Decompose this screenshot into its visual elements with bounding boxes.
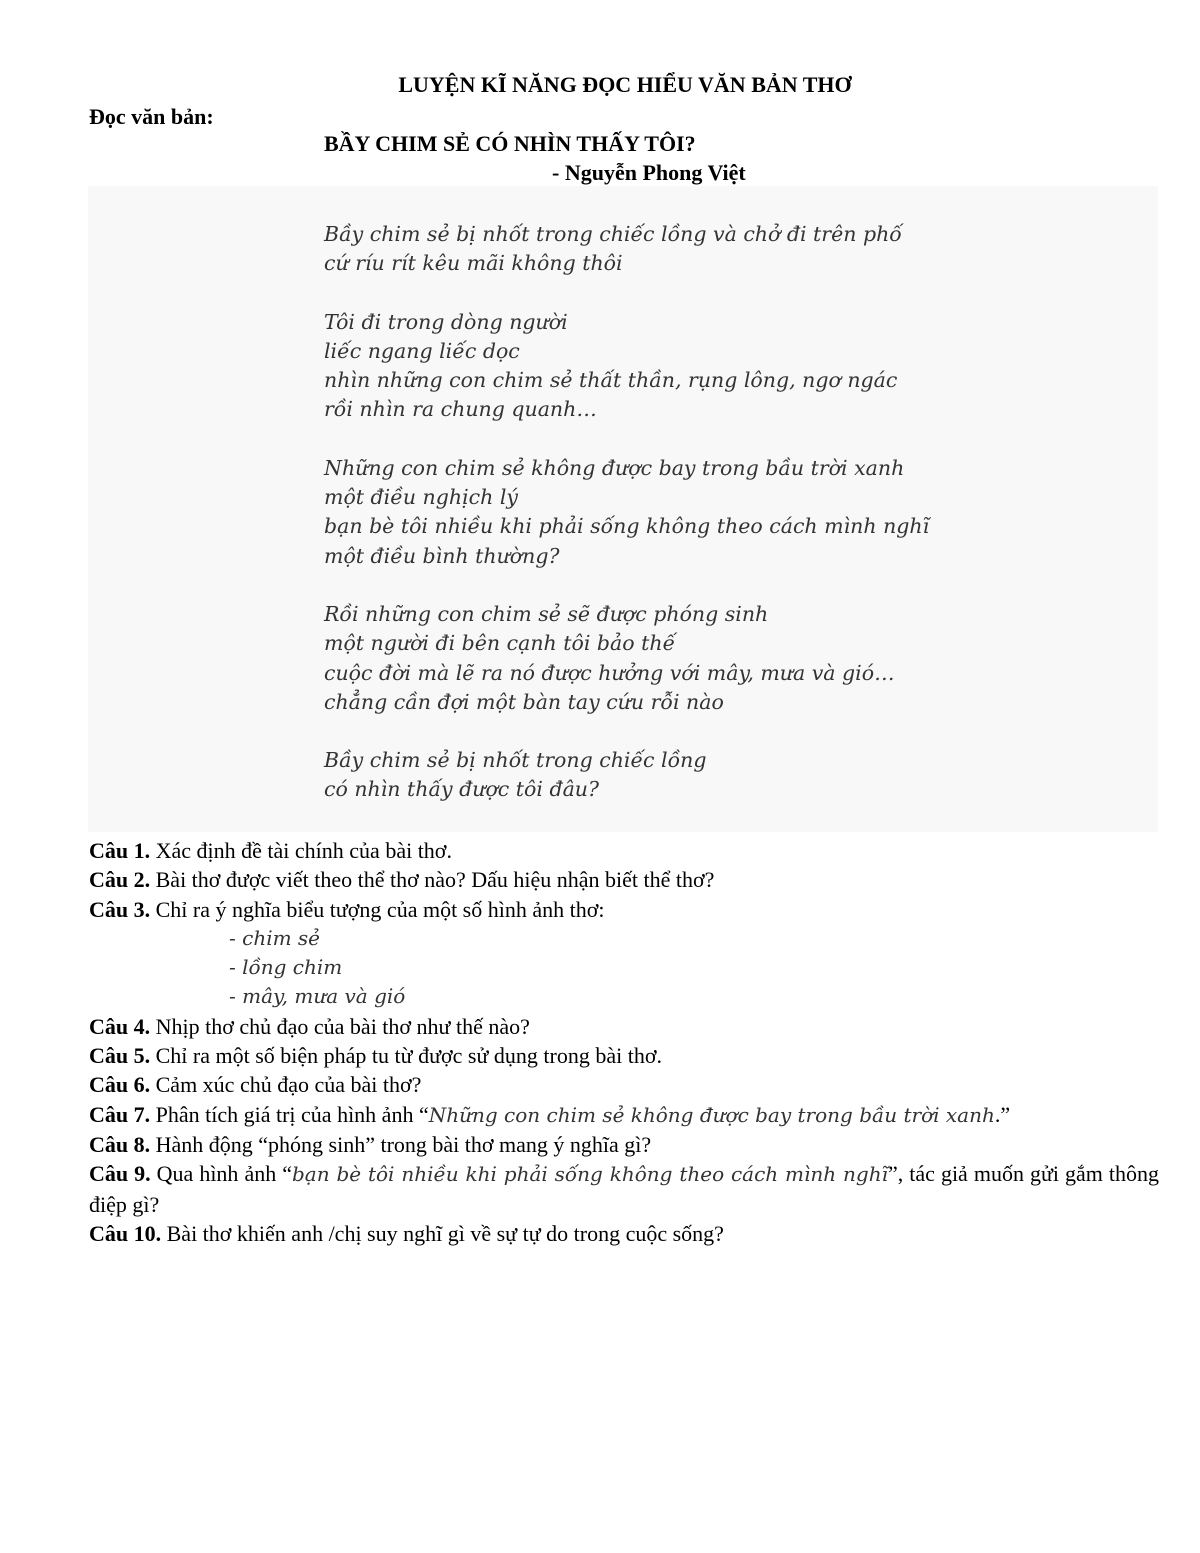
question-label: Câu 5. <box>89 1043 151 1069</box>
stanza-4 <box>324 600 929 717</box>
question-3-item: - mây, mưa và gió <box>229 984 406 1009</box>
poem-line: một điều bình thường? <box>324 543 560 568</box>
poem-line: rồi nhìn ra chung quanh… <box>324 397 597 422</box>
question-10 <box>89 1219 1159 1248</box>
question-3-item: - chim sẻ <box>229 925 321 950</box>
poem <box>324 220 929 834</box>
question-9 <box>89 1159 1159 1219</box>
stanza-3 <box>324 454 929 571</box>
question-8 <box>89 1130 1159 1159</box>
question-3-item: - lồng chim <box>229 955 343 980</box>
poem-line: có nhìn thấy được tôi đâu? <box>324 777 599 802</box>
question-text: Cảm xúc chủ đạo của bài thơ? <box>150 1072 422 1098</box>
question-label: Câu 8. <box>89 1131 151 1157</box>
question-text: ”, tác giả muốn gửi gắm thông điệp gì? <box>89 1161 1160 1217</box>
poem-line: một điều nghịch lý <box>324 485 518 510</box>
question-label: Câu 4. <box>89 1013 151 1039</box>
stanza-2 <box>324 308 929 425</box>
poem-title: BẦY CHIM SẺ CÓ NHÌN THẤY TÔI? <box>324 131 696 156</box>
question-text: Qua hình ảnh “ <box>150 1161 292 1187</box>
question-text: Xác định đề tài chính của bài thơ. <box>150 838 452 863</box>
stanza-5 <box>324 746 929 805</box>
question-quote: Những con chim sẻ không được bay trong bầu trời xanh <box>428 1102 995 1127</box>
question-text: .” <box>994 1101 1011 1127</box>
question-6 <box>89 1070 1159 1099</box>
poem-author: - Nguyễn Phong Việt <box>552 160 746 185</box>
question-label: Câu 1. <box>89 838 151 863</box>
question-1 <box>89 836 1159 865</box>
question-4 <box>89 1012 1159 1041</box>
question-label: Câu 10. <box>89 1220 162 1246</box>
poem-line: nhìn những con chim sẻ thất thần, rụng lông, ngơ ngác <box>324 368 898 393</box>
question-7 <box>89 1100 1159 1130</box>
question-text: Nhịp thơ chủ đạo của bài thơ như thế nào? <box>150 1013 530 1039</box>
poem-line: Tôi đi trong dòng người <box>324 309 568 334</box>
questions-list <box>89 836 1159 1248</box>
question-text: Phân tích giá trị của hình ảnh “ <box>150 1101 429 1127</box>
question-text: Bài thơ được viết theo thể thơ nào? Dấu hiệu nhận biết thể thơ? <box>150 867 715 893</box>
question-5 <box>89 1041 1159 1070</box>
question-quote: bạn bè tôi nhiều khi phải sống không theo cách mình nghĩ <box>291 1162 889 1187</box>
page-title: LUYỆN KĨ NĂNG ĐỌC HIỂU VĂN BẢN THƠ <box>398 72 852 97</box>
question-text: Chỉ ra một số biện pháp tu từ được sử dụng trong bài thơ. <box>150 1043 662 1069</box>
question-label: Câu 3. <box>89 896 151 922</box>
question-text: Chỉ ra ý nghĩa biểu tượng của một số hình ảnh thơ: <box>150 896 605 922</box>
poem-line: một người đi bên cạnh tôi bảo thế <box>324 631 676 656</box>
question-2 <box>89 865 1159 894</box>
poem-line: liếc ngang liếc dọc <box>324 338 520 363</box>
question-text: Hành động “phóng sinh” trong bài thơ mang ý nghĩa gì? <box>150 1131 652 1157</box>
question-label: Câu 7. <box>89 1101 151 1127</box>
read-label: Đọc văn bản: <box>89 104 214 129</box>
poem-line: Những con chim sẻ không được bay trong bầu trời xanh <box>324 455 905 480</box>
question-label: Câu 9. <box>89 1161 151 1187</box>
question-label: Câu 6. <box>89 1072 151 1098</box>
poem-line: cứ ríu rít kêu mãi không thôi <box>324 251 623 276</box>
poem-line: cuộc đời mà lẽ ra nó được hưởng với mây, mưa và gió… <box>324 660 895 685</box>
poem-line: bạn bè tôi nhiều khi phải sống không theo cách mình nghĩ <box>324 514 930 539</box>
question-3 <box>89 895 1159 924</box>
question-text: Bài thơ khiến anh /chị suy nghĩ gì về sự tự do trong cuộc sống? <box>161 1220 724 1246</box>
question-label: Câu 2. <box>89 867 151 893</box>
poem-line: Bầy chim sẻ bị nhốt trong chiếc lồng <box>324 748 707 773</box>
poem-line: Bầy chim sẻ bị nhốt trong chiếc lồng và chở đi trên phố <box>324 222 902 246</box>
poem-line: Rồi những con chim sẻ sẽ được phóng sinh <box>324 601 769 626</box>
stanza-1 <box>324 220 929 279</box>
poem-line: chẳng cần đợi một bàn tay cứu rỗi nào <box>324 689 724 714</box>
